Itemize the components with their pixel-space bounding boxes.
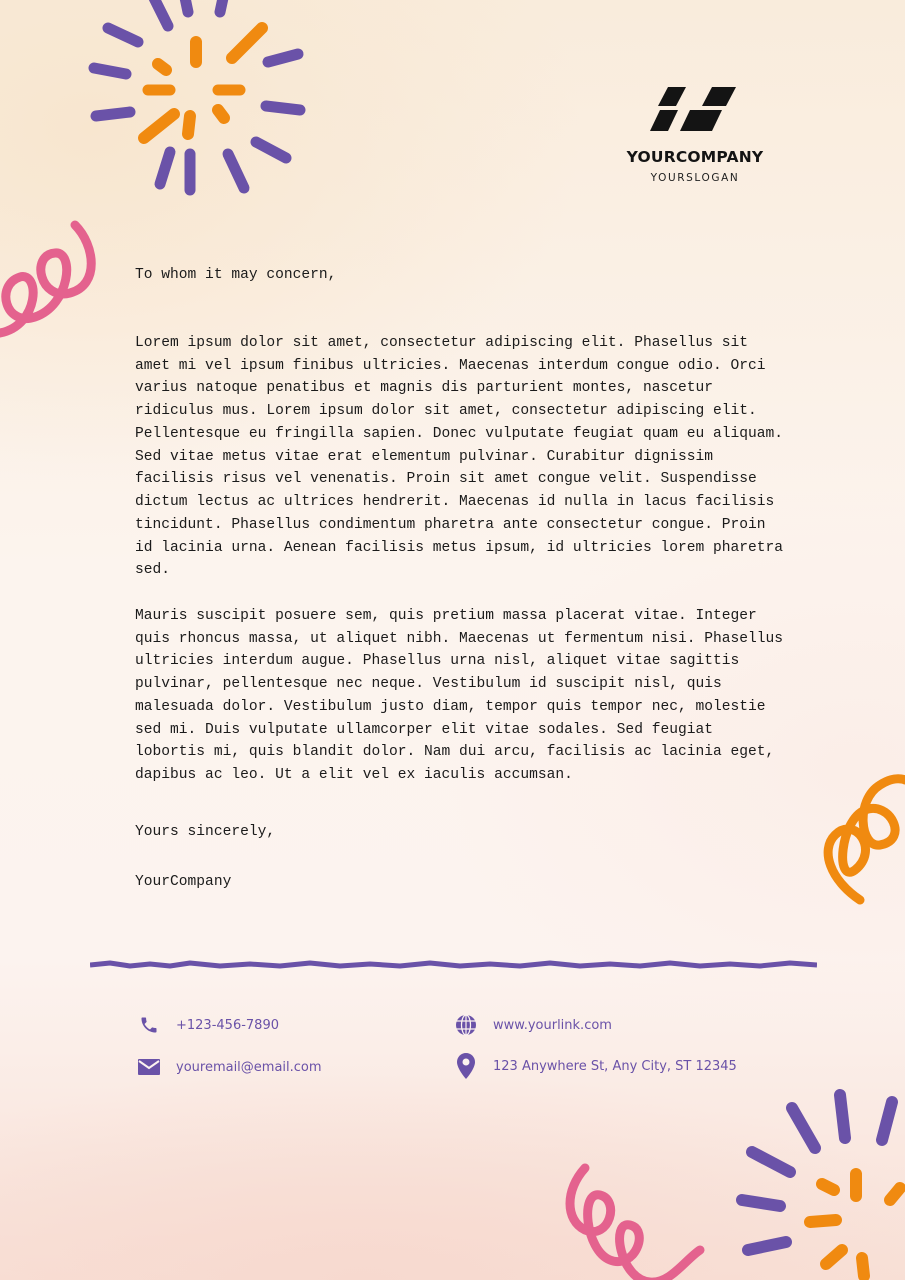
contact-address[interactable]: [454, 1054, 737, 1078]
burst-decoration-top-left: [60, 0, 320, 220]
envelope-icon: [137, 1055, 161, 1079]
parallelogram-blocks-logo-icon: [650, 86, 740, 132]
signature: YourCompany: [135, 874, 232, 890]
website-link: www.yourlink.com: [493, 1017, 612, 1033]
street-address: 123 Anywhere St, Any City, ST 12345: [493, 1058, 737, 1074]
contact-website[interactable]: [454, 1013, 612, 1037]
burst-decoration-bottom-right: [720, 1075, 905, 1280]
email-address: youremail@email.com: [176, 1059, 322, 1075]
paragraph-2: Mauris suscipit posuere sem, quis pretium massa placerat vitae. Integer quis rhoncus massa, ut aliquet nibh. Maecenas ut fermentum nisi. Phasellus ultricies interdum augue. Phasellus urna nisl, aliquet vitae sagittis pulvinar, pellentesque nec neque. Vestibulum id suscipit nisl, quis malesuada dolor. Vestibulum justo diam, tempor quis tempor nec, molestie sed mi. Duis vulputate ullamcorper elit vitae sodales. Sed feugiat lobortis mi, quis blandit dolor. Nam dui arcu, facilisis ac lacinia eget, dapibus ac leo. Ut a elit vel ex iaculis accumsan.: [135, 607, 784, 783]
company-logo: [600, 86, 790, 184]
phone-number: +123-456-7890: [176, 1017, 279, 1033]
map-pin-icon: [454, 1054, 478, 1078]
globe-icon: [454, 1013, 478, 1037]
closing: Yours sincerely,: [135, 824, 276, 840]
company-slogan: YOURSLOGAN: [650, 172, 740, 184]
paragraph-1: Lorem ipsum dolor sit amet, consectetur adipiscing elit. Phasellus sit amet mi vel ipsum finibus ultricies. Maecenas interdum congue odio. Orci varius natoque penatibus et magnis dis parturient montes, nascetur ridiculus mus. Lorem ipsum dolor sit amet, consectetur adipiscing elit. Pellentesque eu fringilla sapien. Donec vulputate feugiat quam eu aliquam. Sed vitae metus vitae erat elementum pulvinar. Curabitur dignissim facilisis risus vel venenatis. Proin sit amet congue velit. Suspendisse dictum lectus ac ultrices hendrerit. Maecenas id nulla in lacus facilisis tincidunt. Phasellus condimentum pharetra ante consectetur congue. Proin id lacinia urna. Aenean facilisis metus ipsum, id ultricies lorem pharetra sed.: [135, 334, 784, 579]
letter-body: [135, 264, 785, 810]
squiggle-decoration-bottom: [550, 1150, 710, 1280]
contact-phone[interactable]: [137, 1013, 279, 1037]
squiggle-decoration-left: [0, 215, 110, 355]
squiggle-decoration-right: [810, 760, 905, 910]
phone-icon: [137, 1013, 161, 1037]
greeting: To whom it may concern,: [135, 267, 337, 283]
scribble-divider: [90, 960, 817, 970]
contact-email[interactable]: [137, 1055, 322, 1079]
company-name: YOURCOMPANY: [626, 148, 764, 166]
